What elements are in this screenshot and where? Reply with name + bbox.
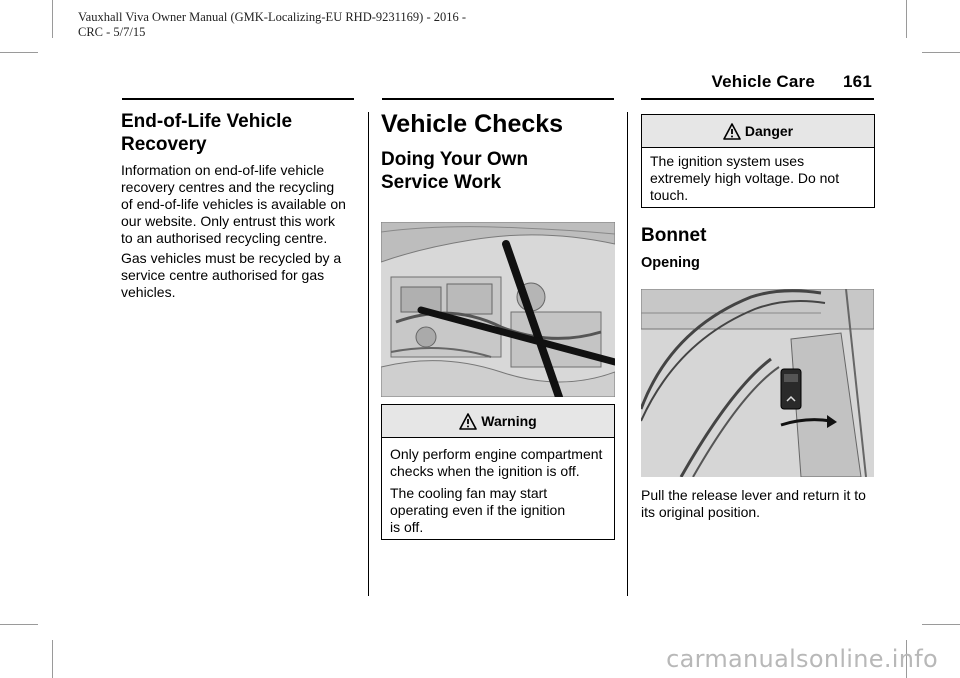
column-divider — [368, 112, 369, 596]
danger-box — [641, 114, 875, 208]
section-title: Vehicle Care — [711, 72, 816, 91]
document-info — [78, 10, 538, 40]
col1-paragraph-2 — [121, 250, 365, 301]
warning-paragraph-1 — [390, 446, 614, 480]
col2-heading: Vehicle Checks — [381, 110, 564, 138]
crop-mark — [52, 640, 53, 678]
page-number: 161 — [843, 72, 872, 91]
bonnet-caption — [641, 487, 881, 521]
text-line: Information on end-of-life vehicle — [121, 162, 325, 178]
warning-title: Warning — [481, 413, 537, 429]
engine-compartment-illustration — [381, 222, 615, 397]
opening-subheading: Opening — [641, 255, 700, 271]
bonnet-release-figure — [641, 289, 874, 477]
bonnet-heading: Bonnet — [641, 225, 707, 246]
warning-icon — [723, 123, 741, 140]
crop-mark — [922, 52, 960, 53]
warning-icon — [459, 413, 477, 430]
col1-paragraph-1 — [121, 162, 365, 247]
text-line: touch. — [650, 187, 689, 203]
crop-mark — [922, 624, 960, 625]
document-info-line2: CRC - 5/7/15 — [78, 25, 146, 39]
text-line: recovery centres and the recycling — [121, 179, 335, 195]
warning-header — [382, 405, 614, 438]
text-line: is off. — [390, 519, 424, 535]
engine-compartment-figure — [381, 222, 615, 397]
text-line: our website. Only entrust this work — [121, 213, 335, 229]
text-line: to an authorised recycling centre. — [121, 230, 328, 246]
col1-heading — [121, 110, 361, 156]
text-line: extremely high voltage. Do not — [650, 170, 840, 186]
danger-header — [642, 115, 874, 148]
crop-mark — [0, 624, 38, 625]
running-header — [712, 72, 873, 92]
watermark: carmanualsonline.info — [666, 645, 938, 673]
col2-subheading — [381, 148, 621, 194]
text-line: service centre authorised for gas — [121, 267, 325, 283]
text-line: The ignition system uses — [650, 153, 805, 169]
crop-mark — [0, 52, 38, 53]
col2-top-rule — [382, 98, 614, 100]
text-line: of end-of-life vehicles is available on — [121, 196, 346, 212]
text-line: checks when the ignition is off. — [390, 463, 580, 479]
text-line: The cooling fan may start — [390, 485, 548, 501]
col1-top-rule — [122, 98, 354, 100]
crop-mark — [906, 0, 907, 38]
text-line: Pull the release lever and return it to — [641, 487, 866, 503]
danger-paragraph — [650, 153, 874, 204]
col2-subheading-line: Doing Your Own — [381, 149, 529, 170]
text-line: Gas vehicles must be recycled by a — [121, 250, 342, 266]
document-info-line1: Vauxhall Viva Owner Manual (GMK-Localizing-EU RHD-9231169) - 2016 - — [78, 10, 467, 24]
crop-mark — [52, 0, 53, 38]
column-divider — [627, 112, 628, 596]
text-line: operating even if the ignition — [390, 502, 566, 518]
text-line: its original position. — [641, 504, 761, 520]
col1-heading-line: End-of-Life Vehicle — [121, 111, 293, 132]
col2-subheading-line: Service Work — [381, 172, 502, 193]
warning-box — [381, 404, 615, 540]
danger-title: Danger — [744, 123, 794, 139]
text-line: Only perform engine compartment — [390, 446, 603, 462]
warning-paragraph-2 — [390, 485, 614, 536]
col1-heading-line: Recovery — [121, 134, 207, 155]
text-line: vehicles. — [121, 284, 176, 300]
bonnet-release-illustration — [641, 289, 874, 477]
col3-top-rule — [641, 98, 874, 100]
